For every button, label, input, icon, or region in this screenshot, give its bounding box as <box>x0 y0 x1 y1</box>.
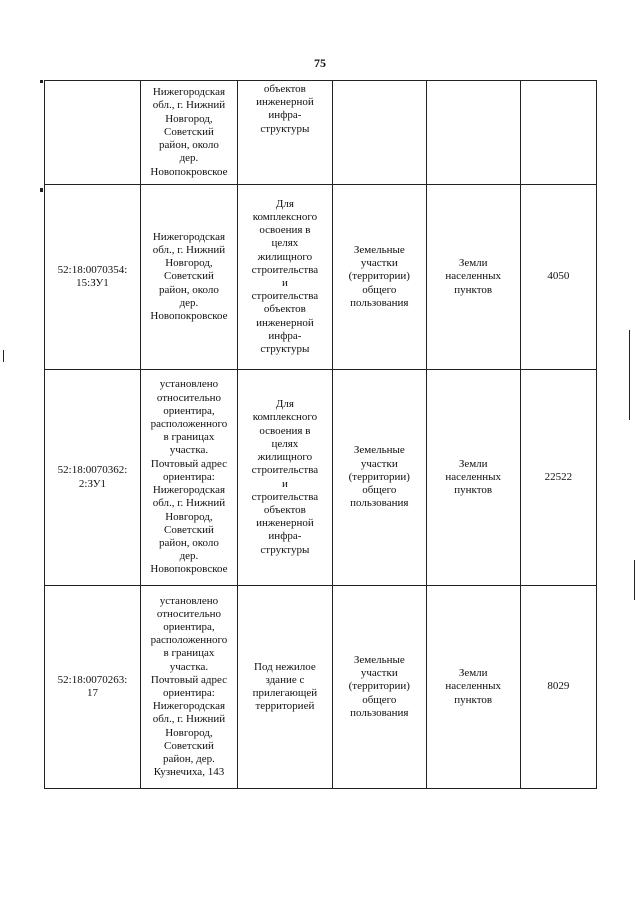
area-cell: 22522 <box>520 370 596 586</box>
scan-mark <box>3 350 4 362</box>
scan-mark <box>40 188 43 192</box>
address-cell: Нижегородская обл., г. Нижний Новгород, Советский район, около дер. Новопокровское <box>140 81 237 185</box>
zone-category-cell: Земельные участки (территории) общего пользования <box>332 370 426 586</box>
area-cell: 8029 <box>520 586 596 789</box>
cadastral-number-cell: 52:18:0070354: 15:ЗУ1 <box>45 185 141 370</box>
permitted-use-cell: Для комплексного освоения в целях жилищного строительства и строительства объектов инженерной инфра- структуры <box>237 185 332 370</box>
table-row <box>45 185 597 370</box>
page-number: 75 <box>314 56 326 70</box>
cadastral-number-cell <box>45 81 141 185</box>
cadastral-number-cell: 52:18:0070362: 2:ЗУ1 <box>45 370 141 586</box>
land-plots-table <box>44 80 597 789</box>
land-category-cell: Земли населенных пунктов <box>426 185 520 370</box>
permitted-use-cell: Для комплексного освоения в целях жилищного строительства и строительства объектов инженерной инфра- структуры <box>237 370 332 586</box>
land-category-cell <box>426 81 520 185</box>
land-category-cell: Земли населенных пунктов <box>426 586 520 789</box>
scan-mark <box>634 560 635 600</box>
table-row <box>45 81 597 185</box>
zone-category-cell: Земельные участки (территории) общего пользования <box>332 586 426 789</box>
permitted-use-cell: объектов инженерной инфра- структуры <box>237 81 332 185</box>
permitted-use-cell: Под нежилое здание с прилегающей территорией <box>237 586 332 789</box>
scan-mark <box>629 330 630 420</box>
zone-category-cell: Земельные участки (территории) общего пользования <box>332 185 426 370</box>
address-cell: Нижегородская обл., г. Нижний Новгород, Советский район, около дер. Новопокровское <box>140 185 237 370</box>
table-row <box>45 586 597 789</box>
scan-mark <box>40 80 43 83</box>
address-cell: установлено относительно ориентира, расположенного в границах участка. Почтовый адрес ориентира: Нижегородская обл., г. Нижний Новгород, Советский район, около дер. Новопокровское <box>140 370 237 586</box>
area-cell: 4050 <box>520 185 596 370</box>
area-cell <box>520 81 596 185</box>
cadastral-number-cell: 52:18:0070263: 17 <box>45 586 141 789</box>
zone-category-cell <box>332 81 426 185</box>
address-cell: установлено относительно ориентира, расположенного в границах участка. Почтовый адрес ориентира: Нижегородская обл., г. Нижний Новгород, Советский район, дер. Кузнечиха, 143 <box>140 586 237 789</box>
land-category-cell: Земли населенных пунктов <box>426 370 520 586</box>
table-row <box>45 370 597 586</box>
